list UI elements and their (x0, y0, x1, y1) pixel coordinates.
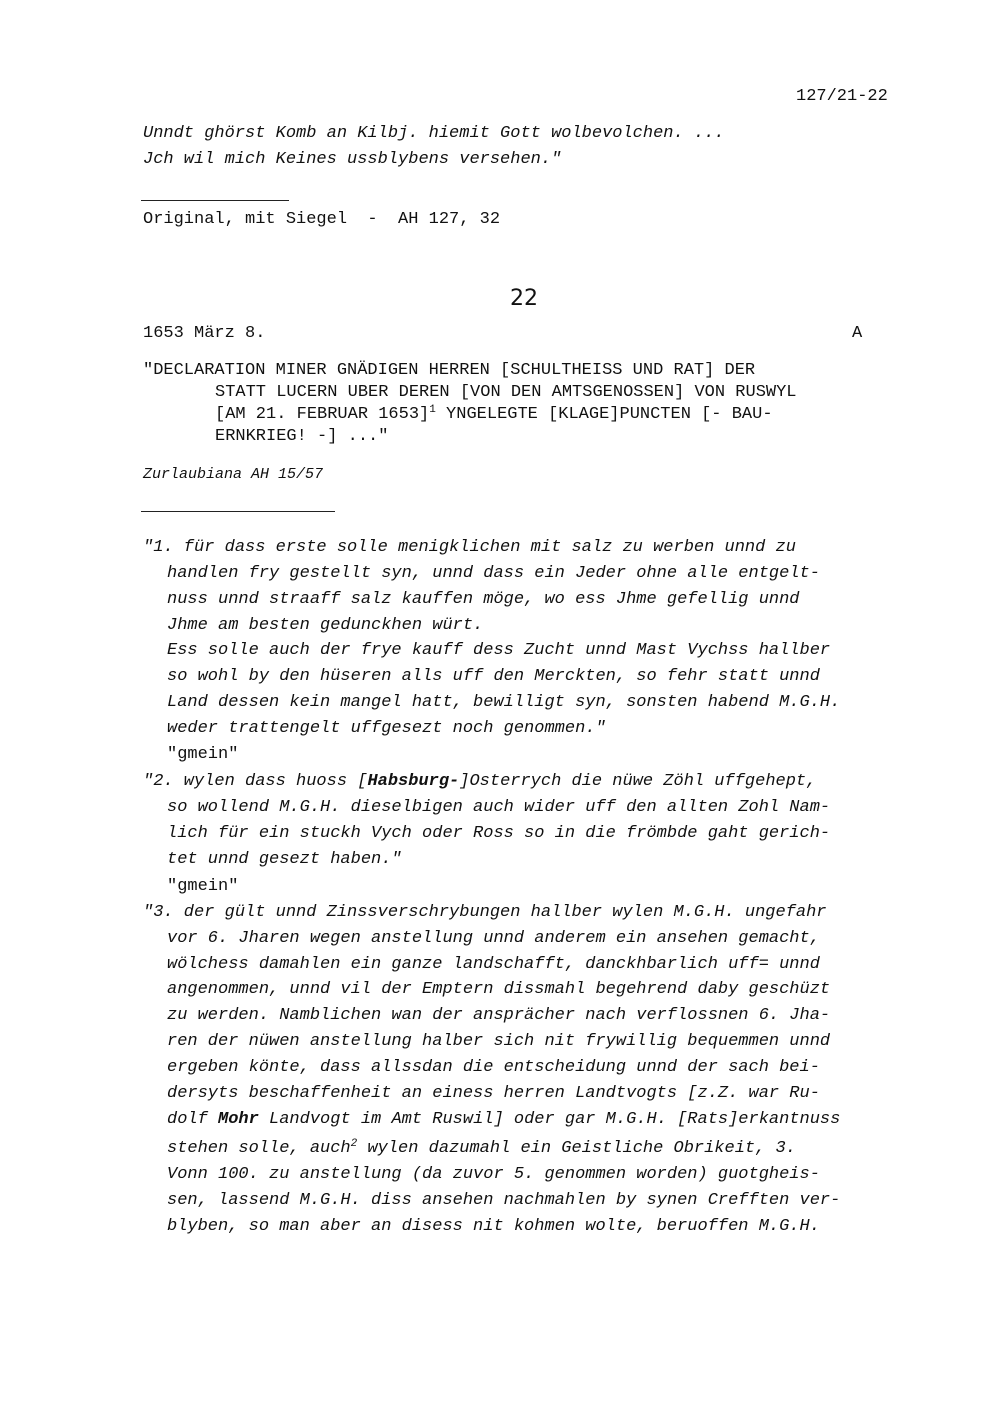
text-line: Land dessen kein mangel hatt, bewilligt syn, sonsten habend M.G.H. (167, 693, 841, 712)
document-title-line: "DECLARATION MINER GNÄDIGEN HERREN [SCHULTHEISS UND RAT] DER (143, 361, 756, 380)
prev-source-note: Original, mit Siegel - AH 127, 32 (143, 210, 501, 229)
title-text: [AM 21. FEBRUAR 1653] (215, 405, 430, 424)
text-segment: ]Osterrych die nüwe Zöhl uffgehept, (459, 772, 817, 791)
document-title-line: ERNKRIEG! -] ..." (215, 427, 389, 446)
verdict-line: "gmein" (167, 877, 239, 896)
text-line: so wohl by den hüseren alls uff den Merckten, so fehr statt unnd (167, 667, 820, 686)
text-line (167, 1139, 796, 1158)
text-line: ergeben könte, dass allssdan die entscheidung unnd der sach bei- (167, 1058, 820, 1077)
text-line: so wollend M.G.H. dieselbigen auch wider uff den allten Zohl Nam- (167, 798, 831, 817)
footnote-marker: 2 (350, 1138, 358, 1150)
name-emphasis: Mohr (218, 1110, 259, 1129)
text-line: sen, lassend M.G.H. diss ansehen nachmahlen by synen Crefften ver- (167, 1191, 841, 1210)
footnote-divider (141, 200, 289, 201)
text-line: wölchess damahlen ein ganze landschafft, danckhbarlich uff= unnd (167, 955, 820, 974)
section-divider (141, 511, 335, 512)
text-line: Ess solle auch der frye kauff dess Zucht unnd Mast Vychss hallber (167, 641, 831, 660)
prev-letter-line: Jch wil mich Keines ussblybens versehen." (143, 150, 562, 169)
text-line: tet unnd gesezt haben." (167, 850, 402, 869)
text-line: angenommen, unnd vil der Emptern dissmahl begehrend daby geschüzt (167, 980, 831, 999)
text-line: zu werden. Namblichen wan der ansprächer nach verflossnen 6. Jha- (167, 1006, 831, 1025)
text-line: vor 6. Jharen wegen anstellung unnd anderem ein ansehen gemacht, (167, 929, 820, 948)
text-segment: dolf (167, 1110, 219, 1129)
name-emphasis: Habsburg- (367, 772, 460, 791)
text-line: "3. der gült unnd Zinssverschrybungen hallber wylen M.G.H. ungefahr (143, 903, 827, 922)
text-line: Vonn 100. zu anstellung (da zuvor 5. genommen worden) guotgheis- (167, 1165, 820, 1184)
text-line: ren der nüwen anstellung halber sich nit frywillig bequemmen unnd (167, 1032, 831, 1051)
text-segment: wylen dazumahl ein Geistliche Obrikeit, 3. (357, 1139, 796, 1158)
prev-letter-line: Unndt ghörst Komb an Kilbj. hiemit Gott wolbevolchen. ... (143, 124, 725, 143)
title-text: YNGELEGTE [KLAGE]PUNCTEN [- BAU- (435, 405, 773, 424)
text-segment: stehen solle, auch (167, 1139, 351, 1158)
text-line: dersyts beschaffenheit an einess herren Landtvogts [z.Z. war Ru- (167, 1084, 820, 1103)
text-line: handlen fry gestellt syn, unnd dass ein Jeder ohne alle entgelt- (167, 564, 820, 583)
text-line: Jhme am besten gedunckhen würt. (167, 616, 484, 635)
text-line: lich für ein stuckh Vych oder Ross so in die frömbde gaht gerich- (167, 824, 831, 843)
document-class: A (852, 324, 863, 343)
text-segment: Landvogt im Amt Ruswil] oder gar M.G.H. [Rats]erkantnuss (258, 1110, 841, 1129)
text-line: weder trattengelt uffgesezt noch genommen." (167, 719, 606, 738)
document-number: 22 (510, 286, 538, 311)
text-line (167, 1110, 840, 1129)
document-date: 1653 März 8. (143, 324, 266, 343)
document-title-line (215, 405, 773, 424)
page-reference: 127/21-22 (796, 87, 888, 106)
text-line: nuss unnd straaff salz kauffen möge, wo ess Jhme gefellig unnd (167, 590, 800, 609)
verdict-line: "gmein" (167, 745, 239, 764)
text-line: "1. für dass erste solle menigklichen mit salz zu werben unnd zu (143, 538, 796, 557)
text-segment: "2. wylen dass huoss [ (143, 772, 368, 791)
text-line: blyben, so man aber an disess nit kohmen wolte, beruoffen M.G.H. (167, 1217, 820, 1236)
footnote-marker: 1 (429, 404, 436, 416)
text-line (143, 772, 816, 791)
document-title-line: STATT LUCERN UBER DEREN [VON DEN AMTSGENOSSEN] VON RUSWYL (215, 383, 797, 402)
source-note: Zurlaubiana AH 15/57 (143, 466, 324, 483)
